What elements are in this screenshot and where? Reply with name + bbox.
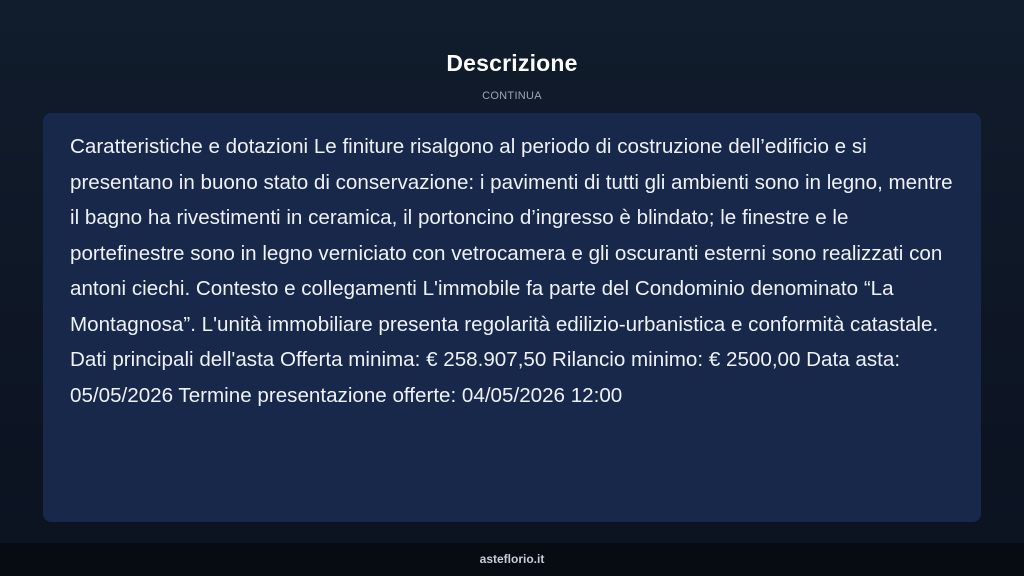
footer-site-label: asteflorio.it [0, 543, 1024, 576]
description-text: Caratteristiche e dotazioni Le finiture risalgono al periodo di costruzione dell’edificio e si presentano in buono stato di conservazione: i pavimenti di tutti gli ambienti sono in legno, mentre il bagno ha rivestimenti in ceramica, il portoncino d’ingresso è blindato; le finestre e le portefinestre sono in legno verniciato con vetrocamera e gli oscuranti esterni sono realizzati con antoni ciechi. Contesto e collegamenti L'immobile fa parte del Condominio denominato “La Montagnosa”. L'unità immobiliare presenta regolarità edilizio-urbanistica e conformità catastale. Dati principali dell'asta Offerta minima: € 258.907,50 Rilancio minimo: € 2500,00 Data asta: 05/05/2026 Termine presentazione offerte: 04/05/2026 12:00 [70, 135, 953, 407]
page-title: Descrizione [446, 50, 578, 76]
page-subtitle: CONTINUA [482, 90, 542, 102]
description-card [43, 113, 981, 522]
